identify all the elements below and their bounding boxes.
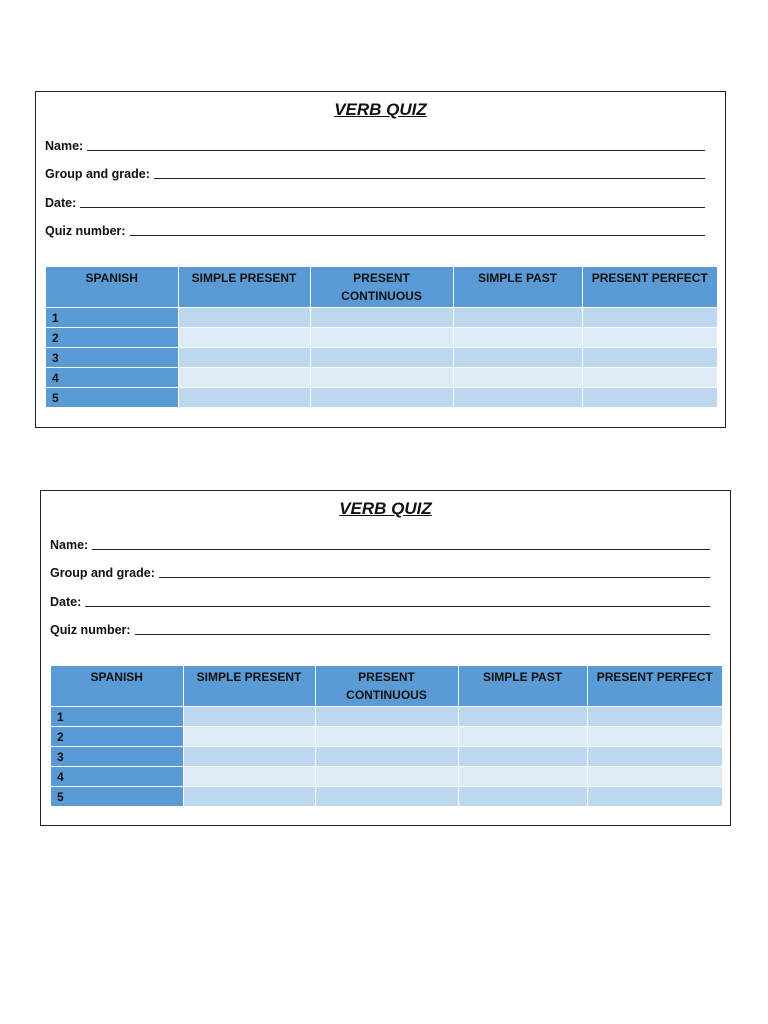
answer-line bbox=[154, 178, 705, 179]
column-header: PRESENT PERFECT bbox=[587, 666, 722, 707]
answer-cell[interactable] bbox=[587, 767, 722, 787]
answer-line bbox=[85, 606, 710, 607]
answer-cell[interactable] bbox=[315, 747, 458, 767]
answer-cell[interactable] bbox=[178, 308, 310, 328]
row-number: 4 bbox=[51, 767, 183, 787]
field-label: Quiz number: bbox=[45, 224, 126, 238]
answer-cell[interactable] bbox=[310, 328, 453, 348]
table-header-row bbox=[46, 267, 717, 308]
quiz-card bbox=[35, 91, 726, 428]
table-row bbox=[51, 707, 722, 727]
row-number: 5 bbox=[46, 388, 178, 408]
table-row bbox=[51, 767, 722, 787]
date-field bbox=[50, 593, 710, 609]
column-header: PRESENT PERFECT bbox=[582, 267, 717, 308]
row-number: 2 bbox=[46, 328, 178, 348]
answer-cell[interactable] bbox=[453, 368, 582, 388]
answer-cell[interactable] bbox=[178, 328, 310, 348]
field-label: Group and grade: bbox=[50, 566, 155, 580]
quiz-card bbox=[40, 490, 731, 826]
quiz-title: VERB QUIZ bbox=[334, 100, 427, 119]
answer-line bbox=[80, 207, 705, 208]
answer-cell[interactable] bbox=[310, 308, 453, 328]
field-label: Date: bbox=[50, 595, 82, 609]
answer-cell[interactable] bbox=[183, 767, 315, 787]
answer-cell[interactable] bbox=[315, 727, 458, 747]
answer-cell[interactable] bbox=[582, 348, 717, 368]
answer-cell[interactable] bbox=[587, 707, 722, 727]
answer-cell[interactable] bbox=[178, 368, 310, 388]
answer-cell[interactable] bbox=[458, 787, 587, 807]
column-header: SPANISH bbox=[46, 267, 178, 308]
row-number: 3 bbox=[51, 747, 183, 767]
answer-cell[interactable] bbox=[453, 308, 582, 328]
answer-cell[interactable] bbox=[183, 747, 315, 767]
answer-cell[interactable] bbox=[178, 348, 310, 368]
answer-line bbox=[130, 235, 705, 236]
answer-cell[interactable] bbox=[458, 747, 587, 767]
answer-line bbox=[92, 549, 710, 550]
answer-cell[interactable] bbox=[582, 328, 717, 348]
quiz-title: VERB QUIZ bbox=[339, 499, 432, 518]
table-row bbox=[46, 308, 717, 328]
column-header: PRESENT CONTINUOUS bbox=[310, 267, 453, 308]
column-header: PRESENT CONTINUOUS bbox=[315, 666, 458, 707]
answer-cell[interactable] bbox=[453, 348, 582, 368]
table-row bbox=[46, 368, 717, 388]
answer-cell[interactable] bbox=[458, 707, 587, 727]
answer-cell[interactable] bbox=[315, 787, 458, 807]
row-number: 1 bbox=[46, 308, 178, 328]
verb-table bbox=[51, 666, 722, 806]
field-label: Quiz number: bbox=[50, 623, 131, 637]
table-row bbox=[51, 727, 722, 747]
table-header-row bbox=[51, 666, 722, 707]
name-field bbox=[50, 536, 710, 552]
answer-line bbox=[135, 634, 710, 635]
answer-cell[interactable] bbox=[183, 727, 315, 747]
answer-line bbox=[87, 150, 705, 151]
answer-cell[interactable] bbox=[587, 747, 722, 767]
name-field bbox=[45, 137, 705, 153]
answer-cell[interactable] bbox=[582, 308, 717, 328]
answer-cell[interactable] bbox=[315, 707, 458, 727]
column-header: SIMPLE PRESENT bbox=[178, 267, 310, 308]
answer-cell[interactable] bbox=[453, 388, 582, 408]
row-number: 3 bbox=[46, 348, 178, 368]
row-number: 5 bbox=[51, 787, 183, 807]
field-label: Name: bbox=[50, 538, 89, 552]
table-row bbox=[51, 787, 722, 807]
answer-cell[interactable] bbox=[458, 727, 587, 747]
answer-cell[interactable] bbox=[315, 767, 458, 787]
table-row bbox=[46, 388, 717, 408]
column-header: SIMPLE PAST bbox=[458, 666, 587, 707]
answer-cell[interactable] bbox=[587, 727, 722, 747]
answer-cell[interactable] bbox=[458, 767, 587, 787]
quiz-number-field bbox=[45, 222, 705, 238]
date-field bbox=[45, 194, 705, 210]
answer-cell[interactable] bbox=[310, 368, 453, 388]
answer-cell[interactable] bbox=[582, 388, 717, 408]
table-row bbox=[51, 747, 722, 767]
column-header: SIMPLE PAST bbox=[453, 267, 582, 308]
field-label: Name: bbox=[45, 139, 84, 153]
table-row bbox=[46, 348, 717, 368]
row-number: 1 bbox=[51, 707, 183, 727]
answer-cell[interactable] bbox=[183, 787, 315, 807]
answer-cell[interactable] bbox=[178, 388, 310, 408]
answer-cell[interactable] bbox=[183, 707, 315, 727]
column-header: SPANISH bbox=[51, 666, 183, 707]
answer-cell[interactable] bbox=[587, 787, 722, 807]
table-row bbox=[46, 328, 717, 348]
row-number: 2 bbox=[51, 727, 183, 747]
row-number: 4 bbox=[46, 368, 178, 388]
answer-cell[interactable] bbox=[310, 348, 453, 368]
column-header: SIMPLE PRESENT bbox=[183, 666, 315, 707]
answer-cell[interactable] bbox=[453, 328, 582, 348]
quiz-number-field bbox=[50, 621, 710, 637]
verb-table bbox=[46, 267, 717, 407]
field-label: Group and grade: bbox=[45, 167, 150, 181]
group-grade-field bbox=[50, 564, 710, 580]
answer-line bbox=[159, 577, 710, 578]
answer-cell[interactable] bbox=[310, 388, 453, 408]
answer-cell[interactable] bbox=[582, 368, 717, 388]
field-label: Date: bbox=[45, 196, 77, 210]
group-grade-field bbox=[45, 165, 705, 181]
